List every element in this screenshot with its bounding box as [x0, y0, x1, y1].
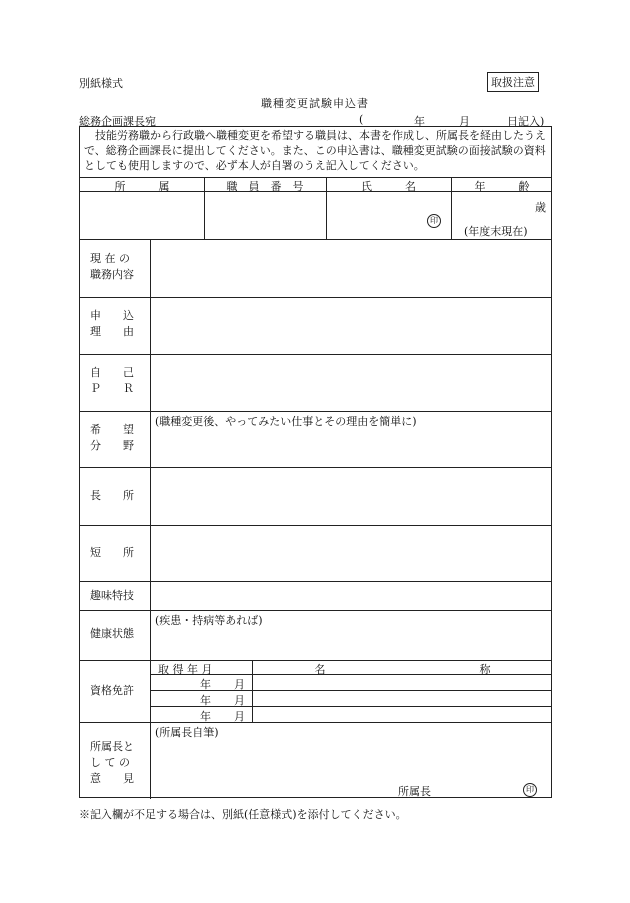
- header-name: 氏 名: [361, 180, 416, 193]
- label-strengths: 長 所: [90, 489, 134, 502]
- date-day: 日記入): [507, 115, 545, 128]
- qual-year: 年: [200, 710, 211, 723]
- addressee: 総務企画課長宛: [79, 115, 156, 128]
- handling-note-badge: 取扱注意: [487, 72, 539, 92]
- label-hobbies: 趣味特技: [90, 589, 134, 602]
- health-note: (疾患・持病等あれば): [155, 614, 263, 627]
- label-health: 健康状態: [90, 627, 134, 640]
- footnote: ※記入欄が不足する場合は、別紙(任意様式)を添付してください。: [79, 808, 407, 821]
- intro-text: 技能労務職から行政職へ職種変更を希望する職員は、本書を作成し、所属長を経由したうえで、総務企画課長に提出してください。また、この申込書は、職種変更試験の面接試験の資料としても使用しますので、必ず本人が自署のうえ記入してください。: [84, 129, 546, 172]
- seal-icon: 印: [523, 783, 537, 797]
- date-month[interactable]: 月: [459, 115, 470, 128]
- label-current-duties: 現 在 の 職務内容: [90, 252, 134, 281]
- age-unit: 歳: [535, 201, 546, 214]
- header-employee-no: 職 員 番 号: [226, 180, 304, 193]
- supervisor-note: (所属長自筆): [155, 726, 219, 739]
- qual-month: 月: [234, 710, 245, 723]
- label-supervisor-opinion: 所属長と し て の 意 見: [90, 740, 134, 785]
- label-weaknesses: 短 所: [90, 546, 134, 559]
- qual-year: 年: [200, 694, 211, 707]
- label-self-pr: 自 己 Ｐ Ｒ: [90, 366, 134, 395]
- supervisor-sign-label: 所属長: [398, 785, 431, 798]
- label-reason: 申 込 理 由: [90, 309, 134, 338]
- age-note: (年度末現在): [464, 225, 528, 238]
- qual-year: 年: [200, 678, 211, 691]
- label-qualifications: 資格免許: [90, 684, 134, 697]
- date-year: 年: [414, 115, 425, 128]
- qual-month: 月: [234, 678, 245, 691]
- header-affiliation: 所 属: [114, 180, 170, 193]
- desired-field-note: (職種変更後、やってみたい仕事とその理由を簡単に): [155, 415, 417, 428]
- qual-header-name: 名 称: [314, 663, 491, 676]
- page-title: 職種変更試験申込書: [261, 97, 369, 110]
- label-desired-field: 希 望 分 野: [90, 423, 134, 452]
- form-label: 別紙様式: [79, 77, 123, 90]
- header-age: 年 齢: [474, 180, 530, 193]
- qual-month: 月: [234, 694, 245, 707]
- date-open: (: [359, 113, 364, 126]
- seal-icon: 印: [427, 214, 441, 228]
- application-form: [79, 126, 552, 798]
- qual-header-date: 取 得 年 月: [158, 663, 213, 676]
